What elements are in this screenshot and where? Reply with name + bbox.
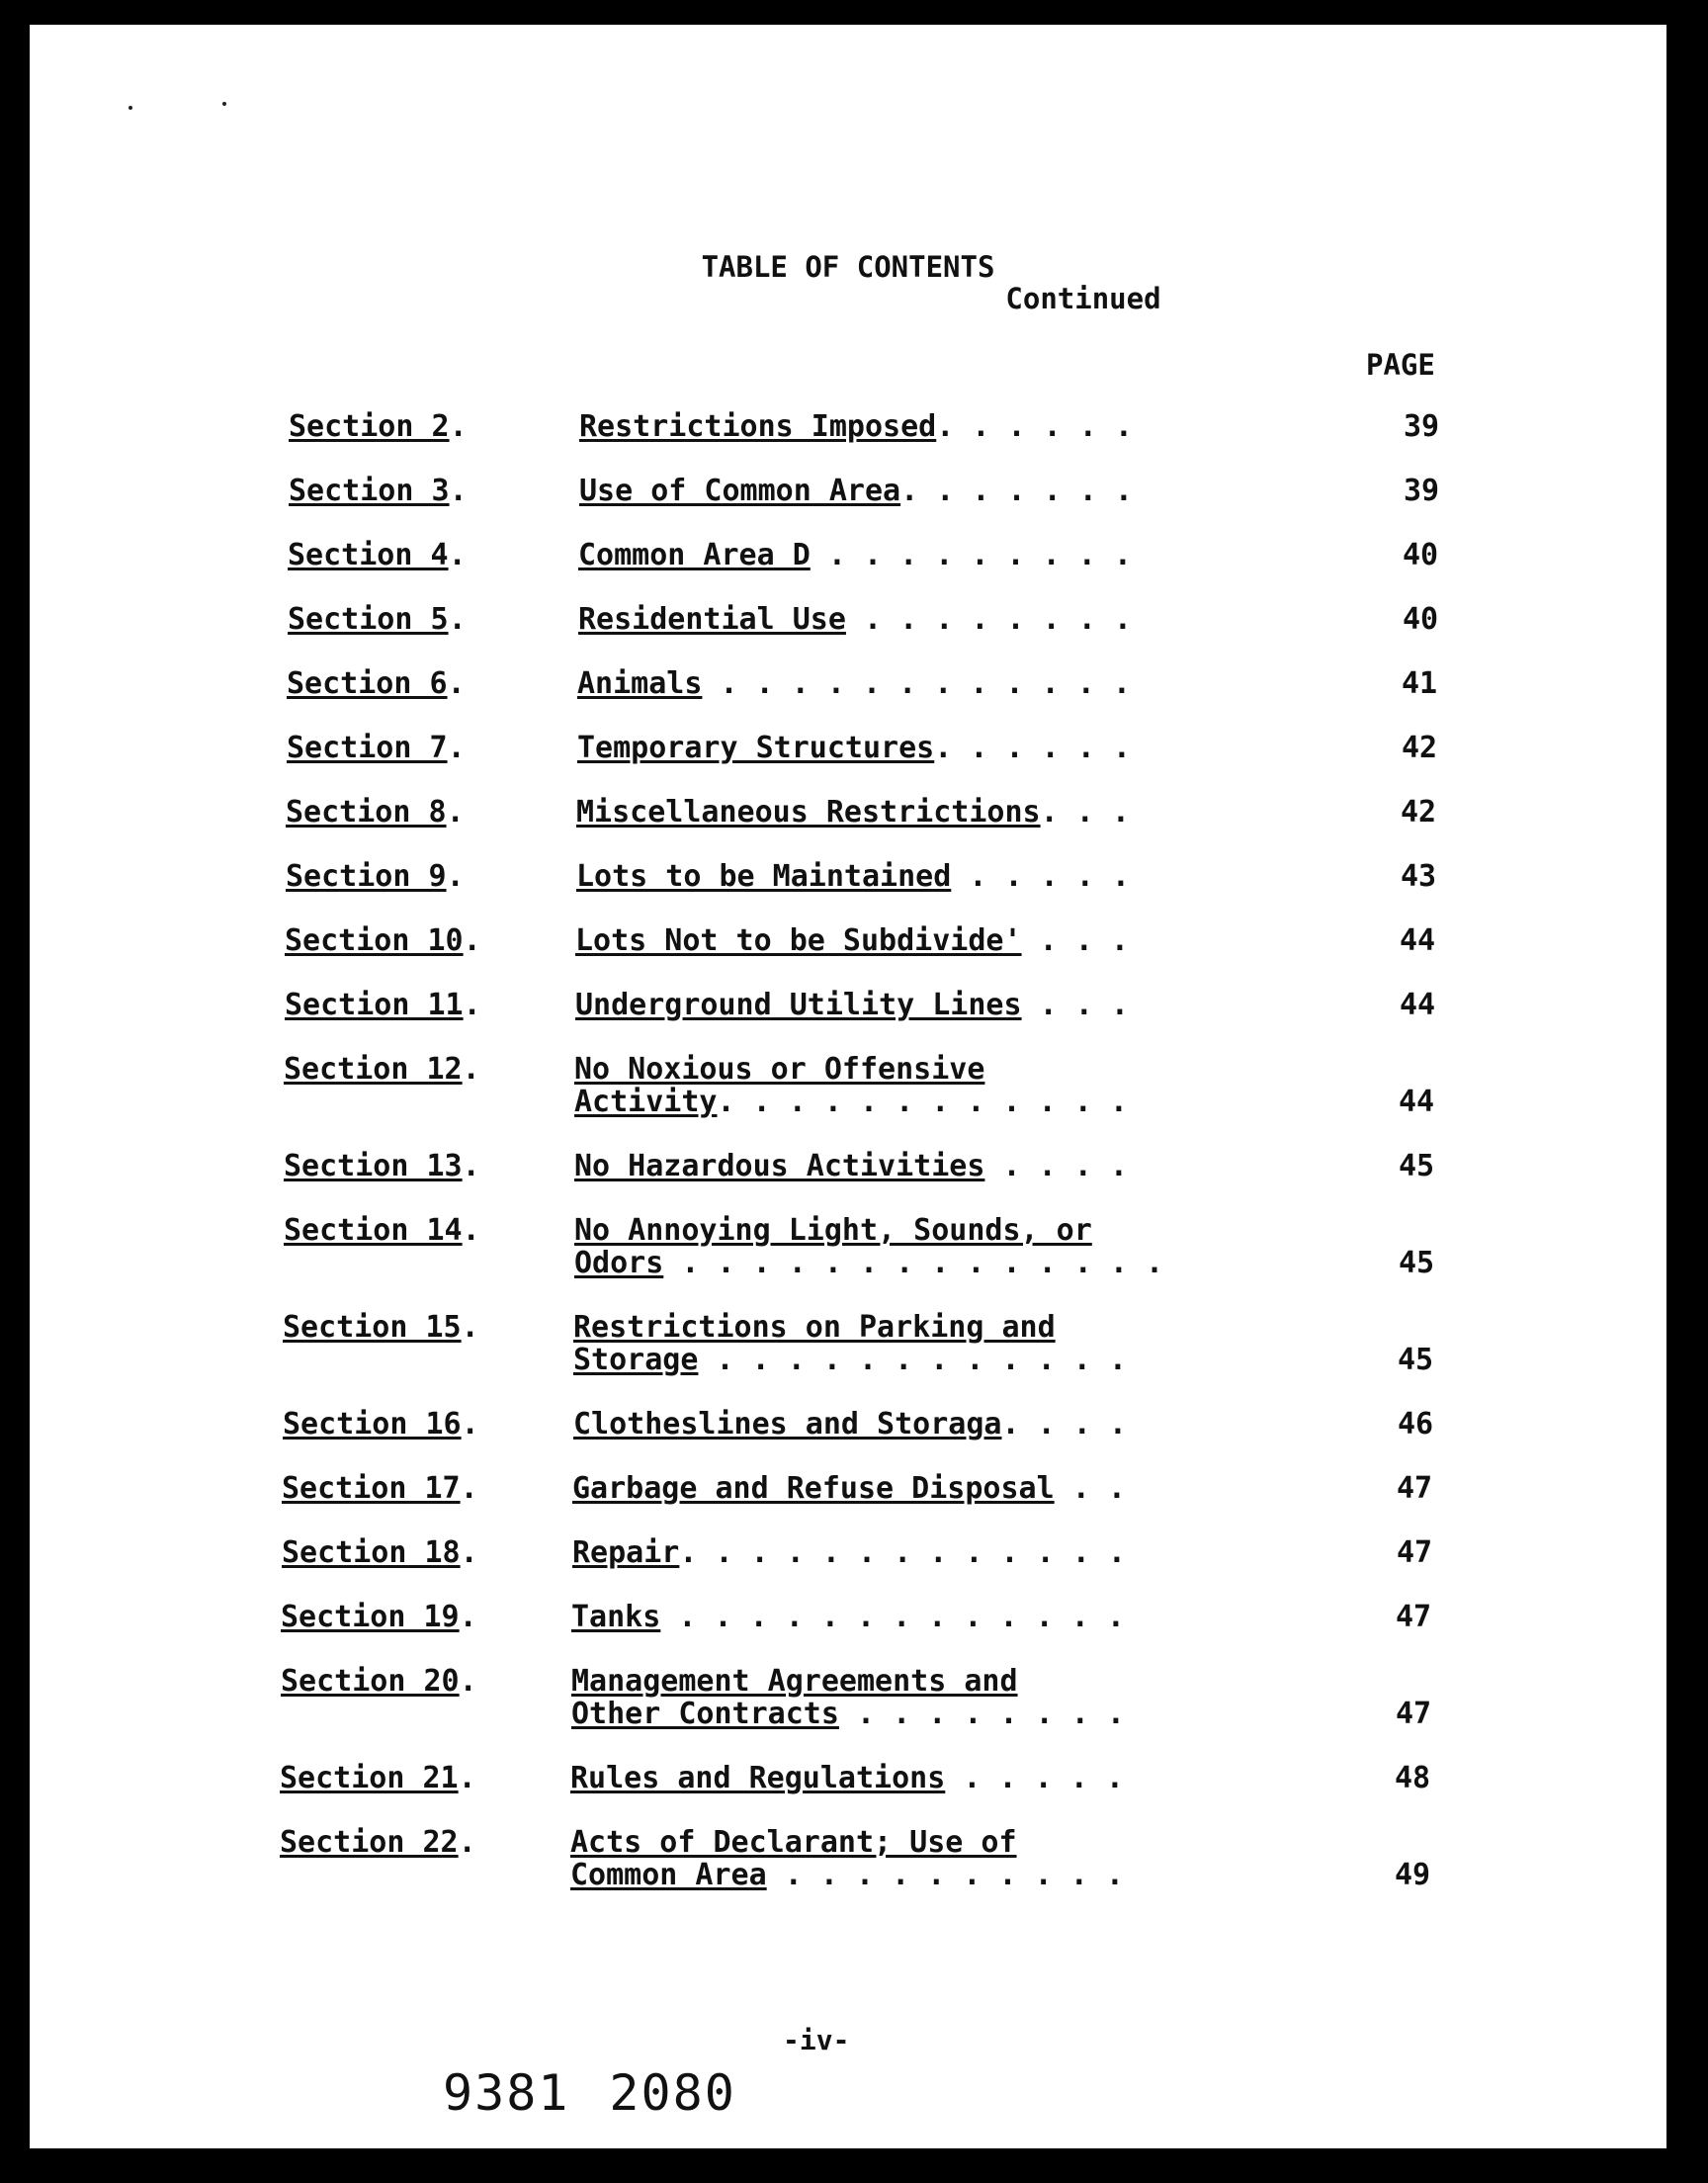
toc-section-number: Section 11. [285,988,481,1022]
toc-entry-line [575,989,1208,1021]
toc-entry-line [574,1150,1207,1182]
toc-entry-text: Common Area [570,1858,767,1892]
toc-entry-text: Residential Use [578,602,846,637]
toc-entry-line [570,1826,1203,1859]
toc-section-label: Section 2 [289,409,450,444]
toc-entry-line [572,1536,1205,1569]
toc-section-number: Section 2. [289,409,468,444]
dot-leader: . . . . . . . . . . . . . . [663,1246,1164,1280]
toc-entry-title [570,1762,1203,1794]
toc-entry-title [573,1311,1206,1376]
toc-section-number: Section 20. [281,1664,477,1699]
toc-entry-text: Common Area D [578,538,811,572]
toc-section-label: Section 13 [284,1149,463,1183]
toc-entry-line [574,1086,1207,1118]
toc-entry-line [574,1247,1207,1279]
toc-entry-line [571,1698,1204,1730]
dot-leader: . . [1054,1471,1126,1506]
toc-section-label: Section 6 [287,666,448,701]
toc-entry-title [571,1665,1204,1730]
toc-entry-line [570,1859,1203,1891]
toc-entry-line [573,1408,1206,1441]
toc-page-number: 41 [1402,666,1438,701]
toc-section-number: Section 12. [284,1052,480,1087]
toc-section-number: Section 14. [284,1213,480,1248]
toc-entry-line [571,1601,1204,1633]
toc-title: TABLE OF CONTENTS [701,250,995,284]
toc-page-number: 47 [1396,1600,1432,1634]
toc-entry-line [575,924,1208,957]
toc-section-number: Section 21. [280,1761,476,1795]
toc-section-label: Section 7 [287,731,448,765]
toc-page-number: 42 [1401,795,1437,830]
toc-entry-title [570,1826,1203,1891]
toc-entry-text: Garbage and Refuse Disposal [572,1471,1055,1506]
toc-section-number: Section 8. [286,795,465,830]
toc-entry-text: Miscellaneous Restrictions [576,795,1041,830]
toc-entry-text: Clotheslines and Storaga [573,1407,1002,1441]
toc-entry-title [573,1408,1206,1441]
toc-section-number: Section 4. [288,538,467,572]
dot-leader: . . . [1021,988,1129,1022]
toc-entry-text: Use of Common Area [579,474,901,508]
toc-entry-title [579,475,1212,507]
toc-entry-text: No Annoying Light, Sounds, or [574,1213,1092,1248]
toc-section-label: Section 8 [286,795,447,830]
toc-section-label: Section 19 [281,1600,460,1634]
toc-entry-line [578,539,1211,571]
toc-section-number: Section 10. [285,923,481,958]
toc-section-number: Section 17. [282,1471,478,1506]
toc-entry-title [571,1601,1204,1633]
scan-speck [222,102,226,106]
toc-entry-title [575,924,1208,957]
toc-entry-text: Odors [574,1246,664,1280]
toc-page-number: 40 [1403,538,1439,572]
toc-entry-text: Management Agreements and [571,1664,1018,1699]
toc-entry-text: Rules and Regulations [570,1761,946,1795]
toc-page-number: 47 [1397,1535,1433,1570]
dot-leader: . . . . . . . . [838,1697,1125,1731]
toc-entry-line [573,1311,1206,1344]
dot-leader: . . . . . . [934,731,1131,765]
dot-leader: . . . . . . . . . . [766,1858,1124,1892]
toc-entry-line [577,667,1210,700]
toc-entry-text: Repair [572,1535,680,1570]
toc-section-number: Section 18. [282,1535,478,1570]
stamp-number-right: 2080 [609,2064,736,2122]
toc-section-number: Section 13. [284,1149,480,1183]
document-page [30,25,1666,2148]
toc-page-number: 44 [1400,923,1436,958]
toc-section-number: Section 5. [288,602,467,637]
toc-entry-title [574,1053,1207,1118]
toc-entry-text: No Hazardous Activities [574,1149,985,1183]
toc-section-number: Section 22. [280,1825,476,1860]
dot-leader: . . . . . . . . [845,602,1132,637]
toc-entry-line [573,1344,1206,1376]
dot-leader: . . . . . . [936,409,1133,444]
toc-entry-line [572,1472,1205,1505]
toc-entry-line [571,1665,1204,1698]
page-column-label: PAGE [1366,348,1435,382]
toc-page-number: 45 [1398,1343,1434,1377]
toc-entry-text: No Noxious or Offensive [574,1052,985,1087]
toc-section-number: Section 15. [283,1310,479,1345]
toc-entry-text: Restrictions Imposed [579,409,937,444]
toc-page-number: 39 [1404,409,1440,444]
toc-entry-title [579,410,1212,443]
toc-entry-line [579,475,1212,507]
toc-section-number: Section 3. [289,474,468,508]
toc-entry-title [574,1214,1207,1279]
toc-section-label: Section 3 [289,474,450,508]
dot-leader: . . . . . . . . . . . . [717,1085,1128,1119]
toc-section-label: Section 17 [282,1471,461,1506]
toc-page-number: 49 [1395,1858,1431,1892]
toc-entry-text: Restrictions on Parking and [573,1310,1056,1345]
document-stamp-number [443,2064,776,2122]
toc-entry-title [572,1472,1205,1505]
dot-leader: . . . . . . . . . . . . . [660,1600,1125,1634]
toc-page-number: 43 [1401,859,1437,894]
toc-entry-title [575,989,1208,1021]
toc-entry-title [577,667,1210,700]
dot-leader: . . . . . . . . . [810,538,1132,572]
toc-entry-line [577,732,1210,764]
dot-leader: . . . [1021,923,1129,958]
toc-entry-line [576,860,1209,893]
toc-entry-title [578,539,1211,571]
dot-leader: . . . . . [945,1761,1124,1795]
toc-entry-text: Lots to be Maintained [576,859,952,894]
dot-leader: . . . . [984,1149,1128,1183]
toc-entry-text: Activity [574,1085,718,1119]
dot-leader: . . . . . . . . . . . . [698,1343,1127,1377]
toc-page-number: 46 [1398,1407,1434,1441]
toc-entry-text: Storage [573,1343,699,1377]
toc-subtitle: Continued [1005,282,1161,315]
toc-page-number: 39 [1404,474,1440,508]
toc-entry-text: Temporary Structures [577,731,935,765]
toc-page-number: 44 [1400,988,1436,1022]
toc-section-label: Section 21 [280,1761,459,1795]
toc-section-number: Section 7. [287,731,466,765]
toc-page-number: 45 [1399,1149,1435,1183]
dot-leader: . . . . [1001,1407,1127,1441]
stamp-number-left: 9381 [443,2064,570,2122]
toc-entry-line [570,1762,1203,1794]
toc-page-number: 47 [1397,1471,1433,1506]
dot-leader: . . . . . . . . . . . . [702,666,1131,701]
toc-entry-line [578,603,1211,636]
toc-section-number: Section 19. [281,1600,477,1634]
toc-section-label: Section 20 [281,1664,460,1699]
toc-entry-title [577,732,1210,764]
dot-leader: . . . . . . . [900,474,1133,508]
toc-entry-line [574,1214,1207,1247]
toc-section-label: Section 5 [288,602,449,637]
dot-leader: . . . . . . . . . . . . . [679,1535,1126,1570]
toc-page-number: 44 [1399,1085,1435,1119]
toc-entry-title [578,603,1211,636]
scan-speck [128,106,132,110]
toc-section-label: Section 15 [283,1310,462,1345]
dot-leader: . . . [1040,795,1130,830]
toc-entry-text: Underground Utility Lines [575,988,1022,1022]
toc-entry-text: Tanks [571,1600,661,1634]
toc-section-label: Section 22 [280,1825,459,1860]
toc-entry-line [574,1053,1207,1086]
toc-section-number: Section 9. [286,859,465,894]
toc-entry-title [576,796,1209,829]
toc-section-label: Section 16 [283,1407,462,1441]
toc-section-label: Section 18 [282,1535,461,1570]
toc-section-label: Section 12 [284,1052,463,1087]
toc-entry-line [579,410,1212,443]
toc-entry-text: Acts of Declarant; Use of [570,1825,1017,1860]
dot-leader: . . . . . [951,859,1130,894]
toc-entry-text: Animals [577,666,703,701]
toc-section-label: Section 11 [285,988,464,1022]
toc-entry-line [576,796,1209,829]
toc-section-label: Section 4 [288,538,449,572]
toc-section-number: Section 6. [287,666,466,701]
page-folio: -iv- [783,2024,850,2056]
toc-entry-title [576,860,1209,893]
toc-entry-title [572,1536,1205,1569]
toc-entry-text: Lots Not to be Subdivide' [575,923,1022,958]
toc-section-label: Section 14 [284,1213,463,1248]
toc-entry-title [574,1150,1207,1182]
toc-page-number: 45 [1399,1246,1435,1280]
toc-section-label: Section 9 [286,859,447,894]
toc-page-number: 47 [1396,1697,1432,1731]
toc-page-number: 42 [1402,731,1438,765]
toc-page-number: 40 [1403,602,1439,637]
toc-section-label: Section 10 [285,923,464,958]
toc-section-number: Section 16. [283,1407,479,1441]
toc-entry-text: Other Contracts [571,1697,839,1731]
toc-page-number: 48 [1395,1761,1431,1795]
